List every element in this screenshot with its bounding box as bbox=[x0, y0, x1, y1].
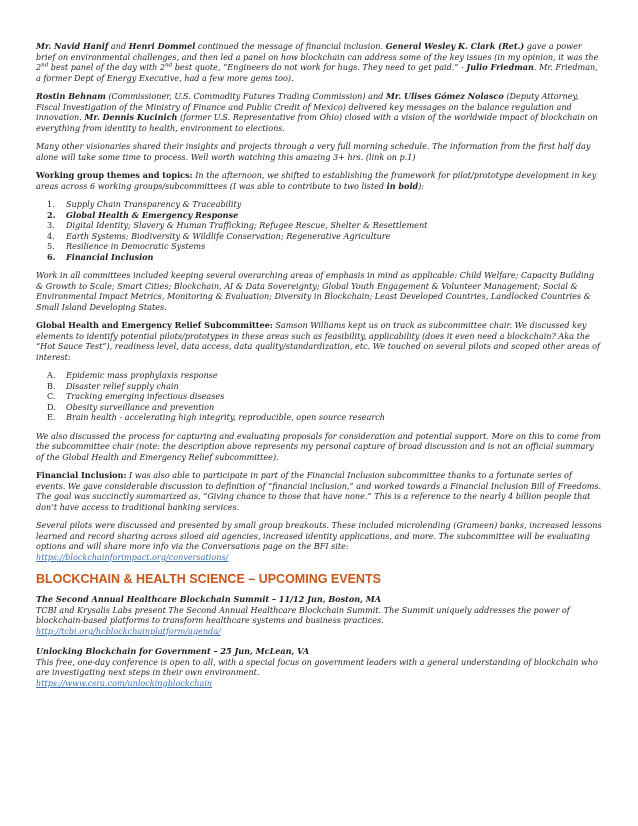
paragraph-emphasis-areas: Work in all committees included keeping several overarching areas of emphasis in mind as applicable: Child Welfare; Capacity Building & Growth to Scale; Smart Cities; Blockchain, AI & Data Sovereignty; Global Youth Engagement & Volunteer Management; Social & Environmental Impact Metrics, Monitoring & Evaluation; Diversity in Blockchain; Least Developed Countries, Landlocked Countries & Small Island Developing States. bbox=[36, 270, 595, 312]
topic-item-number: 1. bbox=[47, 199, 55, 209]
event-link[interactable]: https://www.csra.com/unlockingblockchain bbox=[36, 677, 213, 688]
text: continued the message of financial inclusion. bbox=[195, 41, 386, 51]
topic-item bbox=[36, 199, 603, 210]
topic-item-label: Resilience in Democratic Systems bbox=[66, 241, 206, 251]
topic-item-number: 2. bbox=[47, 209, 56, 220]
area-item-number: B. bbox=[47, 380, 56, 391]
text: In the afternoon, we shifted to establishing the framework for pilot/prototype development in key areas across 6 working groups/subcommittees (I was able to contribute to two listed bbox=[36, 170, 597, 191]
text: Samson Williams kept us on track as subcommittee chair. We discussed key elements to identify potential pilots/prototypes in these areas such as feasibility, applicability (does it even need a blockchain? Aka the “Hot Sauce Test”), readiness level, data access, data quality/standardization, etc. We touched on several pilots and scoped other areas of interest: bbox=[36, 320, 600, 362]
paragraph-health-subcommittee bbox=[36, 320, 603, 362]
topics-list bbox=[36, 199, 603, 262]
paragraph-speakers-2 bbox=[36, 91, 603, 133]
topic-item-label: Earth Systems; Biodiversity & Wildlife Conservation; Regenerative Agriculture bbox=[66, 230, 391, 241]
text: (former U.S. Representative from Ohio) closed with a vision of the worldwide impact of blockchain on everything from identity to health, environment to elections. bbox=[36, 112, 598, 133]
document-page bbox=[36, 41, 603, 698]
area-item bbox=[36, 391, 603, 402]
area-item bbox=[36, 370, 603, 381]
topic-item bbox=[36, 220, 603, 231]
text: and bbox=[108, 41, 129, 51]
area-item-number: C. bbox=[47, 391, 56, 401]
area-item bbox=[36, 412, 603, 423]
areas-list bbox=[36, 370, 603, 423]
conversations-link[interactable]: https://blockchainforimpact.org/conversations/ bbox=[36, 551, 229, 562]
topic-item-label: Digital Identity; Slavery & Human Trafficking; Refugee Rescue, Shelter & Resettlement bbox=[66, 220, 428, 230]
topic-item-label: Global Health & Emergency Response bbox=[66, 209, 239, 220]
topic-item bbox=[36, 231, 603, 242]
event-block bbox=[36, 594, 603, 636]
bold-text: in bold bbox=[386, 180, 419, 191]
text: I was also able to participate in part of the Financial Inclusion subcommittee thanks to a fortunate series of events. We gave considerable discussion to definition of “financial inclusion,” and worked towards a Financial Inclusion Bill of Freedoms. The goal was succinctly summarized as, “Giving chance to those that have none.” This is a reference to the nearly 4 billion people that don’t have access to traditional banking services. bbox=[36, 470, 602, 512]
speaker-name: Rostin Behnam bbox=[36, 91, 106, 101]
area-item-number: E. bbox=[47, 412, 56, 422]
event-description: This free, one-day conference is open to all, with a special focus on government leaders with a general understanding of blockchain who are investigating next steps in their own environment. bbox=[36, 656, 598, 677]
superscript: nd bbox=[41, 62, 49, 69]
topic-item-number: 5. bbox=[47, 241, 55, 251]
topic-item bbox=[36, 241, 603, 252]
speaker-name: Henri Dommel bbox=[128, 41, 196, 51]
topic-item-label: Financial Inclusion bbox=[66, 251, 154, 262]
area-item-number: D. bbox=[47, 401, 56, 412]
event-title: Unlocking Blockchain for Government – 25 Jun, McLean, VA bbox=[36, 646, 310, 656]
text: . Mr. Friedman, a former Dept of Energy Executive, had a few more gems too). bbox=[36, 62, 598, 83]
text: ): bbox=[418, 180, 425, 191]
area-item-label: Obesity surveillance and prevention bbox=[66, 401, 215, 412]
paragraph-heading: Working group themes and topics: bbox=[36, 170, 193, 180]
area-item-label: Tracking emerging infectious diseases bbox=[66, 391, 225, 401]
event-block bbox=[36, 646, 603, 688]
area-item bbox=[36, 402, 603, 413]
speaker-name: Mr. Navid Hanif bbox=[36, 41, 109, 51]
area-item-label: Brain health - accelerating high integrity, reproducible, open source research bbox=[66, 412, 385, 422]
text: best panel of the day with 2 bbox=[48, 62, 166, 72]
area-item-label: Epidemic mass prophylaxis response bbox=[66, 370, 218, 380]
speaker-name: Julio Friedman bbox=[466, 62, 534, 72]
area-item bbox=[36, 381, 603, 392]
area-item-number: A. bbox=[47, 370, 56, 380]
topic-item-label: Supply Chain Transparency & Traceability bbox=[66, 199, 242, 209]
topic-item bbox=[36, 210, 603, 221]
paragraph-financial-inclusion bbox=[36, 470, 603, 512]
topic-item bbox=[36, 252, 603, 263]
paragraph-speakers-1 bbox=[36, 41, 603, 83]
speaker-name: General Wesley K. Clark (Ret.) bbox=[385, 41, 525, 51]
event-link[interactable]: http://tcbi.org/hcblockchainplatform/agenda/ bbox=[36, 625, 221, 636]
area-item-label: Disaster relief supply chain bbox=[66, 380, 179, 391]
section-title: BLOCKCHAIN & HEALTH SCIENCE – UPCOMING EVENTS bbox=[36, 572, 381, 586]
text: (Commissioner, U.S. Commodity Futures Trading Commission) and bbox=[105, 91, 386, 101]
topic-item-number: 4. bbox=[47, 230, 55, 241]
text: Several pilots were discussed and presented by small group breakouts. These included microlending (Grameen) banks, increased lessons learned and record sharing across siloed aid agencies, increased identity applications, and more. The subcommittee will be evaluating options and will share more info via the Conversations page on the BFI site: bbox=[36, 520, 602, 551]
speaker-name: Mr. Ulises Gómez Nolasco bbox=[385, 91, 504, 101]
paragraph-heading: Financial Inclusion: bbox=[36, 470, 127, 480]
text: (Deputy Attorney, Fiscal Investigation of the Ministry of Finance and Public Credit of Mexico) delivered key messages on the balance regulation and innovation. bbox=[36, 91, 579, 122]
topic-item-number: 3. bbox=[47, 220, 55, 230]
paragraph-pilots bbox=[36, 520, 603, 562]
event-description: TCBI and Krysalis Labs present The Second Annual Healthcare Blockchain Summit. The Summit uniquely addresses the power of blockchain-based platforms to transform healthcare systems and business practices. bbox=[36, 604, 570, 625]
paragraph-heading: Global Health and Emergency Relief Subcommittee: bbox=[36, 320, 273, 330]
topic-item-number: 6. bbox=[47, 251, 56, 262]
paragraph-process: We also discussed the process for capturing and evaluating proposals for consideration and potential support. More on this to come from the subcommittee chair (note: the description above represents my personal capture of broad discussion and is not an official summary of the Global Health and Emergency Relief subcommittee). bbox=[36, 430, 601, 462]
text: gave a power brief on environmental challenges, and then led a panel on how blockchain can address some of the key issues (in my opinion, it was the 2 bbox=[36, 41, 599, 72]
text: best quote, “Engineers do not work for hugs. They need to get paid.” - bbox=[172, 62, 467, 72]
speaker-name: Mr. Dennis Kucinich bbox=[84, 112, 178, 122]
paragraph-visionaries: Many other visionaries shared their insights and projects through a very full morning schedule. The information from the first half day alone will take some time to process. Well worth watching this amazing 3+ hrs. (link on p.1) bbox=[36, 141, 591, 162]
paragraph-working-groups bbox=[36, 170, 603, 191]
event-title: The Second Annual Healthcare Blockchain Summit – 11/12 Jun, Boston, MA bbox=[36, 594, 382, 604]
superscript: nd bbox=[165, 62, 173, 69]
